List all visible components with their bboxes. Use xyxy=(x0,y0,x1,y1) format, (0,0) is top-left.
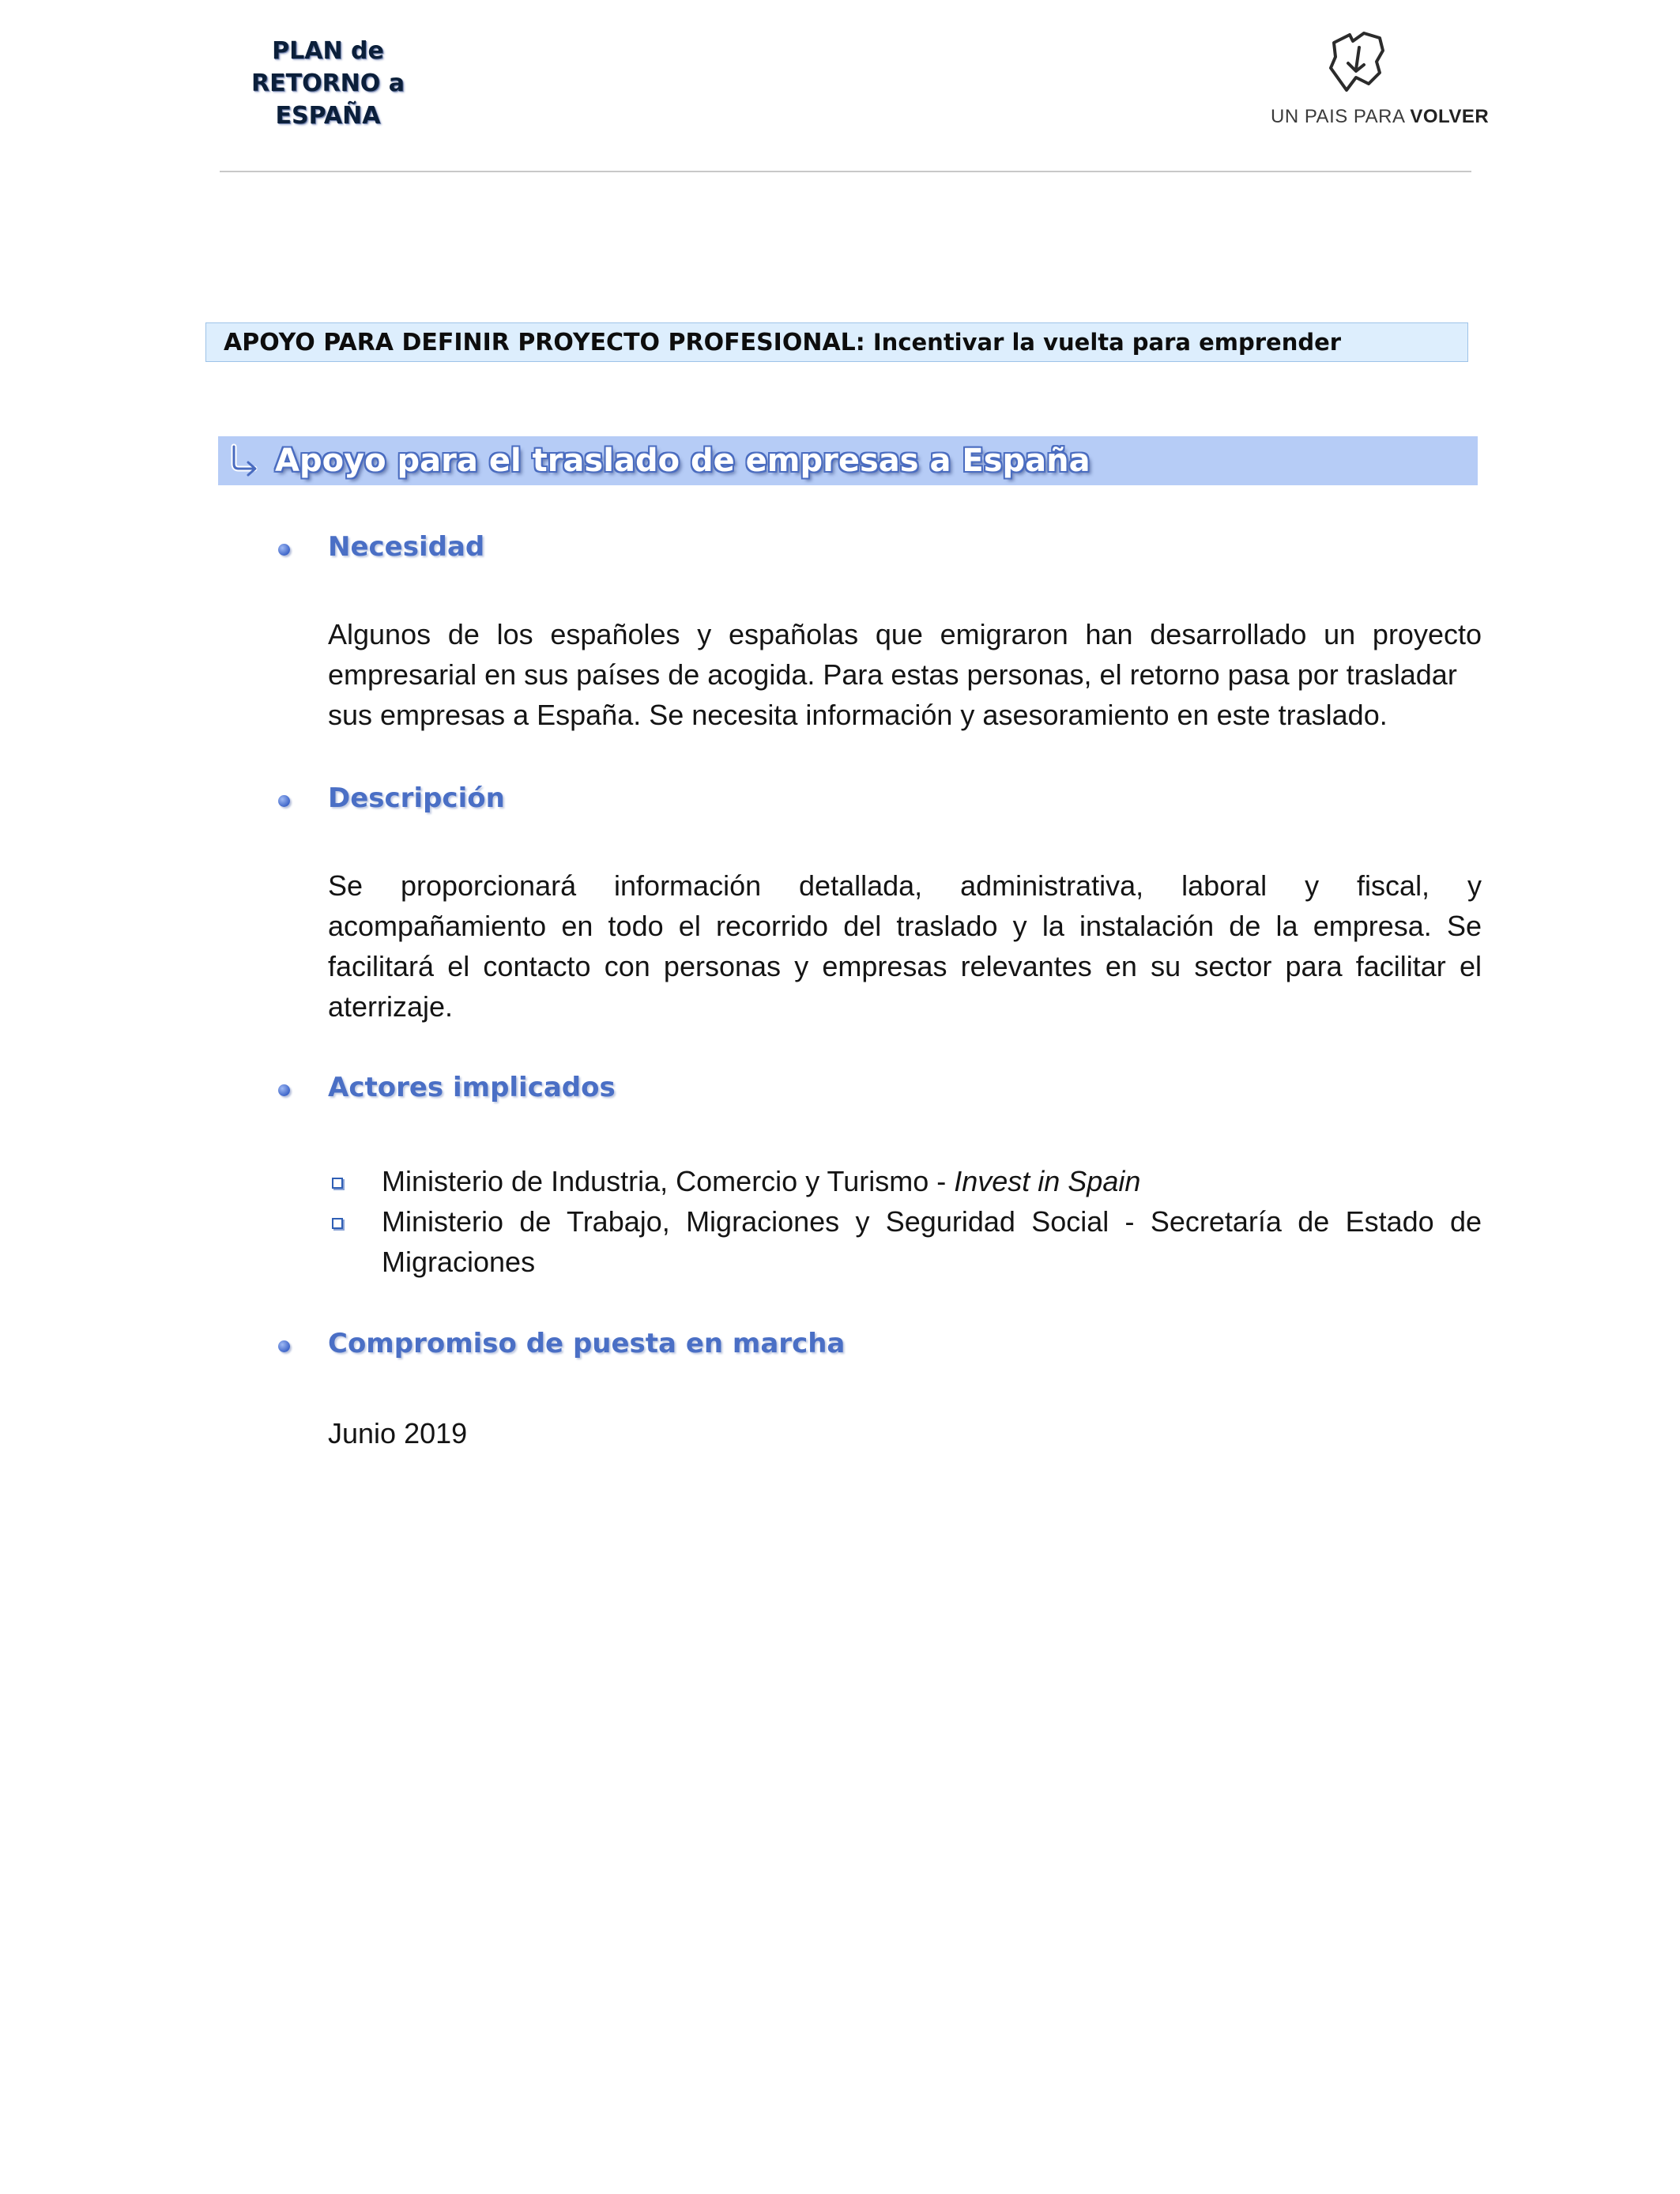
brand-tagline xyxy=(1271,106,1490,128)
bullet-icon xyxy=(278,795,290,807)
plan-retorno-logo xyxy=(237,35,419,132)
heading-compromiso: Compromiso de puesta en marcha xyxy=(328,1328,846,1359)
turn-arrow-icon xyxy=(228,443,262,478)
compromiso-value xyxy=(328,1413,1482,1453)
paragraph-line: facilitará el contacto con personas y empresas relevantes en su sector para facilitar el xyxy=(328,950,1482,982)
subsection-title: Apoyo para el traslado de empresas a España xyxy=(275,443,1090,479)
actor-item-1-italic: Invest in Spain xyxy=(954,1165,1141,1197)
logo-line-3: ESPAÑA xyxy=(275,102,381,130)
necesidad-paragraph xyxy=(328,614,1482,735)
brand-tagline-regular: UN PAIS PARA xyxy=(1271,106,1411,127)
checkbox-bullet-icon xyxy=(332,1178,343,1189)
actor-item-2-line: Ministerio de Trabajo, Migraciones y Seguridad Social - Secretaría de Estado de xyxy=(382,1205,1482,1238)
heading-descripcion: Descripción xyxy=(328,782,505,814)
section-title-bold: APOYO PARA DEFINIR PROYECTO PROFESIONAL: xyxy=(224,329,865,356)
bullet-icon xyxy=(278,1084,290,1096)
paragraph-line: acompañamiento en todo el recorrido del traslado y la instalación de la empresa. Se xyxy=(328,910,1482,942)
paragraph-line: aterrizaje. xyxy=(328,990,454,1023)
map-arrow-icon xyxy=(1324,27,1391,95)
descripcion-paragraph xyxy=(328,865,1482,1027)
paragraph-line: sus empresas a España. Se necesita información y asesoramiento en este traslado. xyxy=(328,699,1388,731)
bullet-icon xyxy=(278,1340,290,1352)
section-title-box xyxy=(205,322,1468,362)
paragraph-line: Algunos de los españoles y españolas que emigraron han desarrollado un proyecto xyxy=(328,618,1482,650)
bullet-icon xyxy=(278,544,290,556)
actor-item-1-text: Ministerio de Industria, Comercio y Turismo - xyxy=(382,1165,955,1197)
heading-actores: Actores implicados xyxy=(328,1072,616,1103)
checkbox-bullet-icon xyxy=(332,1218,343,1229)
compromiso-date: Junio 2019 xyxy=(328,1417,468,1449)
logo-line-2: RETORNO a xyxy=(251,70,405,97)
actor-item-2-line: Migraciones xyxy=(382,1246,536,1278)
header-divider xyxy=(220,171,1471,172)
actor-item-1 xyxy=(382,1161,1482,1201)
paragraph-line: Se proporcionará información detallada, administrativa, laboral y fiscal, y xyxy=(328,869,1482,902)
brand-tagline-bold: VOLVER xyxy=(1410,106,1490,127)
paragraph-line: empresarial en sus países de acogida. Para estas personas, el retorno pasa por trasladar xyxy=(328,658,1457,691)
heading-necesidad: Necesidad xyxy=(328,531,485,563)
actor-item-2 xyxy=(382,1201,1482,1282)
logo-line-1: PLAN de xyxy=(272,37,384,65)
subsection-banner xyxy=(218,436,1478,485)
section-title-rest: Incentivar la vuelta para emprender xyxy=(864,329,1342,356)
